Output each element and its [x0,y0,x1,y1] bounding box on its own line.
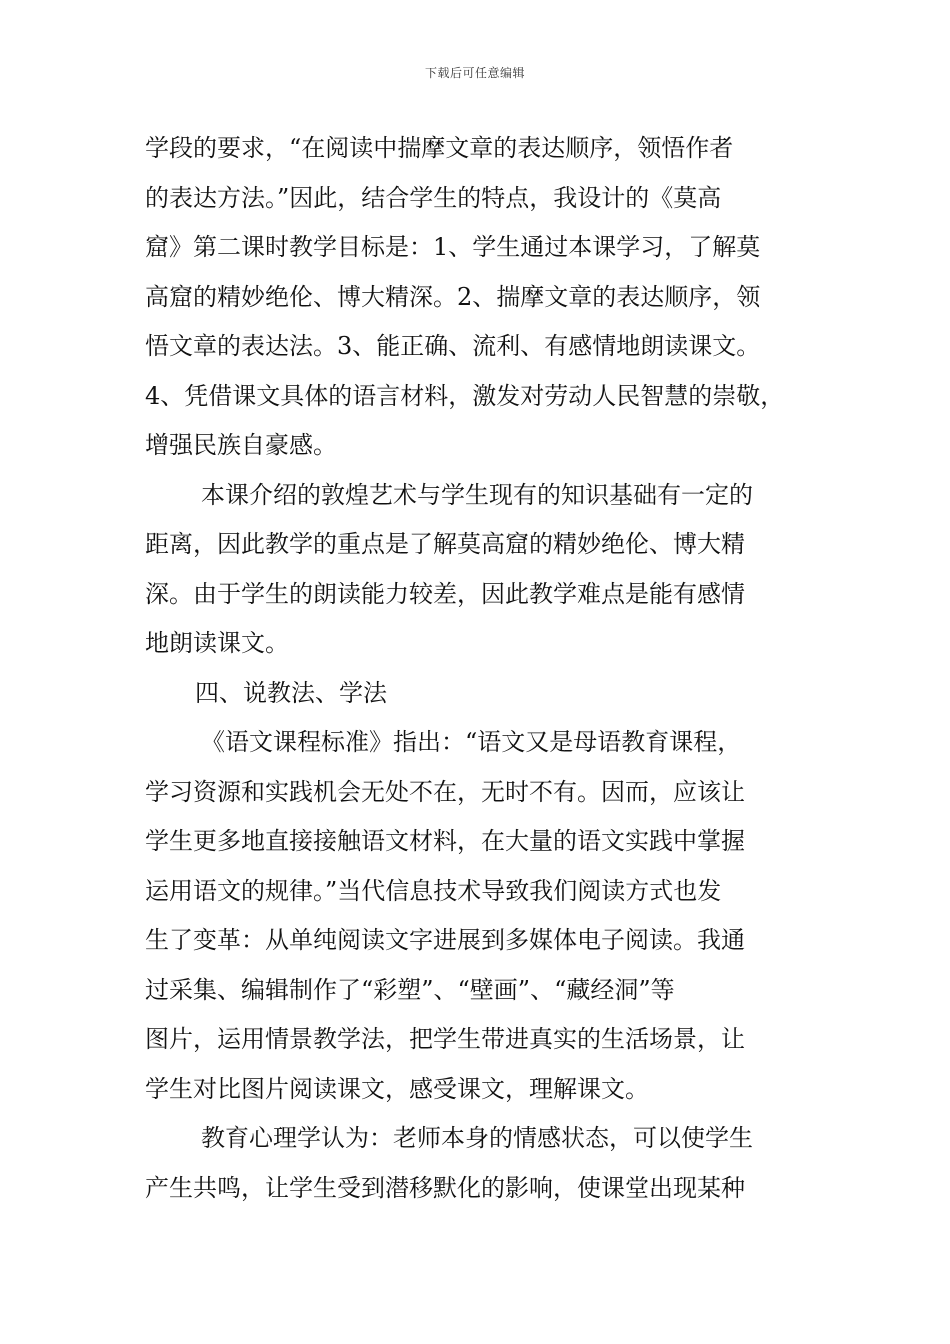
text-line: 生了变革：从单纯阅读文字进展到多媒体电子阅读。我通 [145,926,745,954]
text-line: 窟》第二课时教学目标是：1、学生通过本课学习，了解莫 [145,233,761,261]
text-line: 学段的要求，“在阅读中揣摩文章的表达顺序，领悟作者 [145,134,734,162]
text-line: 4、凭借课文具体的语言材料，激发对劳动人民智慧的崇敬， [145,381,785,410]
text-line: 本课介绍的敦煌艺术与学生现有的知识基础有一定的 [201,480,753,509]
text-line: 地朗读课文。 [145,629,289,657]
text-line: 产生共鸣，让学生受到潜移默化的影响，使课堂出现某种 [145,1173,745,1202]
text-line: 深。由于学生的朗读能力较差，因此教学难点是能有感情 [145,579,745,608]
text-line: 四、说教法、学法 [195,678,387,707]
page-header: 下载后可任意编辑 [424,66,525,80]
text-line: 图片，运用情景教学法，把学生带进真实的生活场景，让 [145,1025,745,1053]
text-line: 学生更多地直接接触语文材料，在大量的语文实践中掌握 [145,827,745,855]
text-line: 《语文课程标准》指出：“语文又是母语教育课程， [201,728,742,756]
text-line: 悟文章的表达法。3、能正确、流利、有感情地朗读课文。 [145,332,761,360]
text-line: 高窟的精妙绝伦、博大精深。2、揣摩文章的表达顺序，领 [145,282,761,311]
text-line: 距离，因此教学的重点是了解莫高窟的精妙绝伦、博大精 [145,530,745,558]
text-line: 学生对比图片阅读课文，感受课文，理解课文。 [145,1074,649,1103]
text-line: 过采集、编辑制作了“彩塑”、“壁画”、“藏经洞”等 [145,975,675,1004]
text-line: 增强民族自豪感。 [145,431,337,459]
text-line: 学习资源和实践机会无处不在，无时不有。因而，应该让 [145,777,745,806]
text-line: 运用语文的规律。”当代信息技术导致我们阅读方式也发 [145,876,722,905]
document-body [145,124,817,1213]
text-line: 的表达方法。”因此，结合学生的特点，我设计的《莫高 [145,183,722,212]
text-line: 教育心理学认为：老师本身的情感状态，可以使学生 [201,1124,753,1152]
